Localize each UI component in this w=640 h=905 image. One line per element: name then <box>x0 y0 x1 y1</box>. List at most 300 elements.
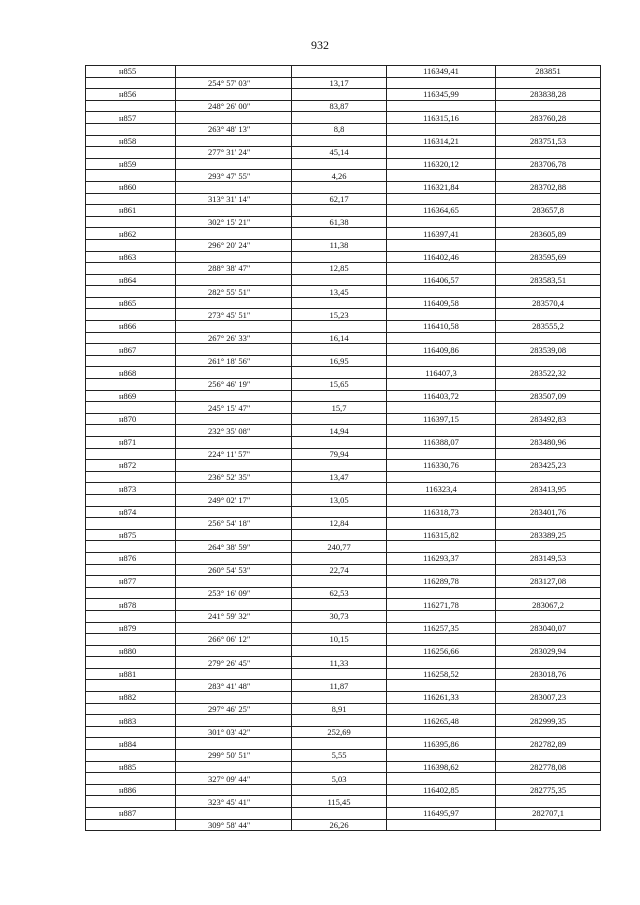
x-coordinate-cell: 116398,62 <box>387 761 496 773</box>
empty-cell <box>387 471 496 483</box>
x-coordinate-cell: 116409,86 <box>387 344 496 356</box>
empty-cell <box>86 750 176 762</box>
direction-angle-cell: 288° 38' 47" <box>176 263 292 275</box>
table-row <box>86 634 601 646</box>
empty-cell <box>86 448 176 460</box>
coordinates-table-body <box>86 66 601 831</box>
empty-cell <box>292 437 387 449</box>
x-coordinate-cell: 116345,99 <box>387 89 496 101</box>
empty-cell <box>387 680 496 692</box>
empty-cell <box>176 460 292 472</box>
point-name-cell: н873 <box>86 483 176 495</box>
empty-cell <box>496 541 601 553</box>
x-coordinate-cell: 116406,57 <box>387 274 496 286</box>
empty-cell <box>387 100 496 112</box>
point-name-cell: н860 <box>86 181 176 193</box>
empty-cell <box>86 564 176 576</box>
table-row <box>86 89 601 101</box>
y-coordinate-cell: 283583,51 <box>496 274 601 286</box>
distance-cell: 62,53 <box>292 587 387 599</box>
distance-cell: 15,65 <box>292 379 387 391</box>
empty-cell <box>496 286 601 298</box>
direction-angle-cell: 224° 11' 57" <box>176 448 292 460</box>
empty-cell <box>176 506 292 518</box>
direction-angle-cell: 282° 55' 51" <box>176 286 292 298</box>
empty-cell <box>176 483 292 495</box>
empty-cell <box>86 332 176 344</box>
empty-cell <box>292 529 387 541</box>
point-name-cell: н872 <box>86 460 176 472</box>
empty-cell <box>86 147 176 159</box>
empty-cell <box>387 541 496 553</box>
point-name-cell: н868 <box>86 367 176 379</box>
empty-cell <box>292 552 387 564</box>
empty-cell <box>387 634 496 646</box>
direction-angle-cell: 297° 46' 25" <box>176 703 292 715</box>
empty-cell <box>86 309 176 321</box>
table-row <box>86 123 601 135</box>
distance-cell: 30,73 <box>292 610 387 622</box>
empty-cell <box>292 645 387 657</box>
point-name-cell: н867 <box>86 344 176 356</box>
empty-cell <box>292 483 387 495</box>
direction-angle-cell: 309° 58' 44" <box>176 819 292 831</box>
empty-cell <box>387 286 496 298</box>
point-name-cell: н887 <box>86 808 176 820</box>
empty-cell <box>292 599 387 611</box>
y-coordinate-cell: 283007,23 <box>496 692 601 704</box>
x-coordinate-cell: 116321,84 <box>387 181 496 193</box>
x-coordinate-cell: 116314,21 <box>387 135 496 147</box>
empty-cell <box>176 761 292 773</box>
empty-cell <box>292 761 387 773</box>
table-row <box>86 367 601 379</box>
y-coordinate-cell: 283425,23 <box>496 460 601 472</box>
empty-cell <box>176 344 292 356</box>
empty-cell <box>292 367 387 379</box>
distance-cell: 12,85 <box>292 263 387 275</box>
table-row <box>86 750 601 762</box>
x-coordinate-cell: 116397,41 <box>387 228 496 240</box>
x-coordinate-cell: 116395,86 <box>387 738 496 750</box>
distance-cell: 15,23 <box>292 309 387 321</box>
empty-cell <box>387 263 496 275</box>
table-row <box>86 135 601 147</box>
y-coordinate-cell: 282775,35 <box>496 784 601 796</box>
table-row <box>86 494 601 506</box>
distance-cell: 45,14 <box>292 147 387 159</box>
direction-angle-cell: 248° 26' 00" <box>176 100 292 112</box>
x-coordinate-cell: 116402,85 <box>387 784 496 796</box>
table-row <box>86 100 601 112</box>
empty-cell <box>292 297 387 309</box>
direction-angle-cell: 253° 16' 09" <box>176 587 292 599</box>
empty-cell <box>176 413 292 425</box>
empty-cell <box>86 402 176 414</box>
empty-cell <box>496 703 601 715</box>
distance-cell: 11,87 <box>292 680 387 692</box>
point-name-cell: н875 <box>86 529 176 541</box>
empty-cell <box>387 193 496 205</box>
empty-cell <box>176 529 292 541</box>
table-row <box>86 205 601 217</box>
table-row <box>86 529 601 541</box>
x-coordinate-cell: 116349,41 <box>387 66 496 78</box>
x-coordinate-cell: 116320,12 <box>387 158 496 170</box>
table-row <box>86 66 601 78</box>
y-coordinate-cell: 283127,08 <box>496 576 601 588</box>
y-coordinate-cell: 283413,95 <box>496 483 601 495</box>
empty-cell <box>496 750 601 762</box>
empty-cell <box>387 750 496 762</box>
x-coordinate-cell: 116258,52 <box>387 668 496 680</box>
distance-cell: 4,26 <box>292 170 387 182</box>
empty-cell <box>496 796 601 808</box>
x-coordinate-cell: 116289,78 <box>387 576 496 588</box>
table-row <box>86 564 601 576</box>
empty-cell <box>496 263 601 275</box>
table-row <box>86 460 601 472</box>
table-row <box>86 761 601 773</box>
y-coordinate-cell: 282782,89 <box>496 738 601 750</box>
empty-cell <box>86 796 176 808</box>
distance-cell: 14,94 <box>292 425 387 437</box>
y-coordinate-cell: 283595,69 <box>496 251 601 263</box>
y-coordinate-cell: 283401,76 <box>496 506 601 518</box>
empty-cell <box>387 726 496 738</box>
distance-cell: 5,55 <box>292 750 387 762</box>
empty-cell <box>387 239 496 251</box>
y-coordinate-cell: 283389,25 <box>496 529 601 541</box>
distance-cell: 8,91 <box>292 703 387 715</box>
empty-cell <box>387 379 496 391</box>
empty-cell <box>176 808 292 820</box>
point-name-cell: н857 <box>86 112 176 124</box>
direction-angle-cell: 256° 46' 19" <box>176 379 292 391</box>
point-name-cell: н880 <box>86 645 176 657</box>
distance-cell: 10,15 <box>292 634 387 646</box>
point-name-cell: н881 <box>86 668 176 680</box>
empty-cell <box>176 158 292 170</box>
empty-cell <box>292 321 387 333</box>
empty-cell <box>496 216 601 228</box>
empty-cell <box>496 355 601 367</box>
empty-cell <box>496 680 601 692</box>
x-coordinate-cell: 116410,58 <box>387 321 496 333</box>
point-name-cell: н877 <box>86 576 176 588</box>
direction-angle-cell: 266° 06' 12" <box>176 634 292 646</box>
distance-cell: 22,74 <box>292 564 387 576</box>
empty-cell <box>387 448 496 460</box>
empty-cell <box>176 715 292 727</box>
table-row <box>86 726 601 738</box>
table-row <box>86 784 601 796</box>
empty-cell <box>496 773 601 785</box>
table-row <box>86 181 601 193</box>
table-row <box>86 390 601 402</box>
direction-angle-cell: 245° 15' 47" <box>176 402 292 414</box>
empty-cell <box>496 123 601 135</box>
distance-cell: 83,87 <box>292 100 387 112</box>
empty-cell <box>292 784 387 796</box>
empty-cell <box>86 587 176 599</box>
x-coordinate-cell: 116323,4 <box>387 483 496 495</box>
distance-cell: 13,05 <box>292 494 387 506</box>
empty-cell <box>292 692 387 704</box>
empty-cell <box>176 599 292 611</box>
table-row <box>86 738 601 750</box>
point-name-cell: н870 <box>86 413 176 425</box>
point-name-cell: н863 <box>86 251 176 263</box>
distance-cell: 12,84 <box>292 518 387 530</box>
table-row <box>86 263 601 275</box>
y-coordinate-cell: 283480,96 <box>496 437 601 449</box>
distance-cell: 13,45 <box>292 286 387 298</box>
table-row <box>86 77 601 89</box>
table-row <box>86 297 601 309</box>
table-row <box>86 170 601 182</box>
table-row <box>86 576 601 588</box>
empty-cell <box>86 726 176 738</box>
table-row <box>86 425 601 437</box>
direction-angle-cell: 267° 26' 33" <box>176 332 292 344</box>
x-coordinate-cell: 116293,37 <box>387 552 496 564</box>
empty-cell <box>292 66 387 78</box>
empty-cell <box>292 112 387 124</box>
empty-cell <box>176 622 292 634</box>
y-coordinate-cell: 283067,2 <box>496 599 601 611</box>
empty-cell <box>292 181 387 193</box>
direction-angle-cell: 249° 02' 17" <box>176 494 292 506</box>
direction-angle-cell: 261° 18' 56" <box>176 355 292 367</box>
empty-cell <box>86 819 176 831</box>
page-number: 932 <box>311 38 329 52</box>
empty-cell <box>176 692 292 704</box>
direction-angle-cell: 236° 52' 35" <box>176 471 292 483</box>
table-row <box>86 773 601 785</box>
x-coordinate-cell: 116261,33 <box>387 692 496 704</box>
table-row <box>86 645 601 657</box>
direction-angle-cell: 260° 54' 53" <box>176 564 292 576</box>
empty-cell <box>176 576 292 588</box>
table-row <box>86 471 601 483</box>
y-coordinate-cell: 282707,1 <box>496 808 601 820</box>
point-name-cell: н859 <box>86 158 176 170</box>
direction-angle-cell: 273° 45' 51" <box>176 309 292 321</box>
direction-angle-cell: 327° 09' 44" <box>176 773 292 785</box>
distance-cell: 8,8 <box>292 123 387 135</box>
empty-cell <box>387 587 496 599</box>
empty-cell <box>176 205 292 217</box>
empty-cell <box>387 402 496 414</box>
distance-cell: 13,47 <box>292 471 387 483</box>
empty-cell <box>86 610 176 622</box>
empty-cell <box>292 622 387 634</box>
table-row <box>86 216 601 228</box>
direction-angle-cell: 232° 35' 08" <box>176 425 292 437</box>
empty-cell <box>176 228 292 240</box>
empty-cell <box>292 460 387 472</box>
empty-cell <box>86 773 176 785</box>
distance-cell: 13,17 <box>292 77 387 89</box>
empty-cell <box>86 100 176 112</box>
point-name-cell: н878 <box>86 599 176 611</box>
direction-angle-cell: 254° 57' 03" <box>176 77 292 89</box>
table-row <box>86 552 601 564</box>
table-row <box>86 286 601 298</box>
empty-cell <box>176 297 292 309</box>
table-row <box>86 622 601 634</box>
table-row <box>86 309 601 321</box>
empty-cell <box>86 286 176 298</box>
empty-cell <box>86 193 176 205</box>
empty-cell <box>86 425 176 437</box>
empty-cell <box>496 309 601 321</box>
table-row <box>86 379 601 391</box>
empty-cell <box>387 773 496 785</box>
empty-cell <box>387 518 496 530</box>
table-row <box>86 251 601 263</box>
y-coordinate-cell: 283539,08 <box>496 344 601 356</box>
empty-cell <box>496 657 601 669</box>
empty-cell <box>86 703 176 715</box>
empty-cell <box>86 123 176 135</box>
y-coordinate-cell: 283570,4 <box>496 297 601 309</box>
distance-cell: 15,7 <box>292 402 387 414</box>
distance-cell: 16,14 <box>292 332 387 344</box>
table-row <box>86 112 601 124</box>
direction-angle-cell: 293° 47' 55" <box>176 170 292 182</box>
empty-cell <box>496 518 601 530</box>
empty-cell <box>176 437 292 449</box>
direction-angle-cell: 301° 03' 42" <box>176 726 292 738</box>
empty-cell <box>387 657 496 669</box>
empty-cell <box>292 228 387 240</box>
empty-cell <box>292 251 387 263</box>
x-coordinate-cell: 116256,66 <box>387 645 496 657</box>
empty-cell <box>292 274 387 286</box>
coordinates-table <box>85 65 601 831</box>
empty-cell <box>387 796 496 808</box>
empty-cell <box>86 541 176 553</box>
table-row <box>86 715 601 727</box>
empty-cell <box>292 89 387 101</box>
empty-cell <box>387 147 496 159</box>
y-coordinate-cell: 283522,32 <box>496 367 601 379</box>
table-row <box>86 680 601 692</box>
x-coordinate-cell: 116407,3 <box>387 367 496 379</box>
direction-angle-cell: 277° 31' 24" <box>176 147 292 159</box>
point-name-cell: н874 <box>86 506 176 518</box>
distance-cell: 79,94 <box>292 448 387 460</box>
empty-cell <box>292 668 387 680</box>
point-name-cell: н885 <box>86 761 176 773</box>
x-coordinate-cell: 116388,07 <box>387 437 496 449</box>
empty-cell <box>176 66 292 78</box>
empty-cell <box>86 379 176 391</box>
distance-cell: 62,17 <box>292 193 387 205</box>
y-coordinate-cell: 283605,89 <box>496 228 601 240</box>
empty-cell <box>387 610 496 622</box>
empty-cell <box>86 471 176 483</box>
empty-cell <box>176 274 292 286</box>
direction-angle-cell: 264° 38' 59" <box>176 541 292 553</box>
empty-cell <box>292 158 387 170</box>
empty-cell <box>387 494 496 506</box>
x-coordinate-cell: 116403,72 <box>387 390 496 402</box>
table-row <box>86 668 601 680</box>
empty-cell <box>292 576 387 588</box>
empty-cell <box>176 251 292 263</box>
empty-cell <box>176 668 292 680</box>
y-coordinate-cell: 282778,08 <box>496 761 601 773</box>
empty-cell <box>176 181 292 193</box>
empty-cell <box>387 309 496 321</box>
empty-cell <box>176 367 292 379</box>
empty-cell <box>387 332 496 344</box>
y-coordinate-cell: 282999,35 <box>496 715 601 727</box>
empty-cell <box>496 726 601 738</box>
distance-cell: 252,69 <box>292 726 387 738</box>
empty-cell <box>496 587 601 599</box>
empty-cell <box>496 100 601 112</box>
table-row <box>86 448 601 460</box>
x-coordinate-cell: 116495,97 <box>387 808 496 820</box>
x-coordinate-cell: 116257,35 <box>387 622 496 634</box>
table-row <box>86 437 601 449</box>
table-row <box>86 808 601 820</box>
empty-cell <box>496 193 601 205</box>
distance-cell: 5,03 <box>292 773 387 785</box>
point-name-cell: н871 <box>86 437 176 449</box>
x-coordinate-cell: 116318,73 <box>387 506 496 518</box>
table-row <box>86 541 601 553</box>
empty-cell <box>176 390 292 402</box>
y-coordinate-cell: 283507,09 <box>496 390 601 402</box>
direction-angle-cell: 323° 45' 41" <box>176 796 292 808</box>
empty-cell <box>496 448 601 460</box>
empty-cell <box>387 564 496 576</box>
point-name-cell: н861 <box>86 205 176 217</box>
point-name-cell: н864 <box>86 274 176 286</box>
empty-cell <box>496 564 601 576</box>
point-name-cell: н869 <box>86 390 176 402</box>
table-row <box>86 332 601 344</box>
empty-cell <box>292 808 387 820</box>
empty-cell <box>86 355 176 367</box>
direction-angle-cell: 283° 41' 48" <box>176 680 292 692</box>
table-row <box>86 344 601 356</box>
table-row <box>86 402 601 414</box>
direction-angle-cell: 296° 20' 24" <box>176 239 292 251</box>
empty-cell <box>496 819 601 831</box>
point-name-cell: н862 <box>86 228 176 240</box>
point-name-cell: н876 <box>86 552 176 564</box>
x-coordinate-cell: 116409,58 <box>387 297 496 309</box>
empty-cell <box>496 332 601 344</box>
empty-cell <box>496 425 601 437</box>
table-row <box>86 657 601 669</box>
empty-cell <box>292 738 387 750</box>
empty-cell <box>496 77 601 89</box>
empty-cell <box>176 112 292 124</box>
table-row <box>86 228 601 240</box>
empty-cell <box>292 506 387 518</box>
point-name-cell: н865 <box>86 297 176 309</box>
point-name-cell: н855 <box>86 66 176 78</box>
empty-cell <box>496 239 601 251</box>
empty-cell <box>496 147 601 159</box>
